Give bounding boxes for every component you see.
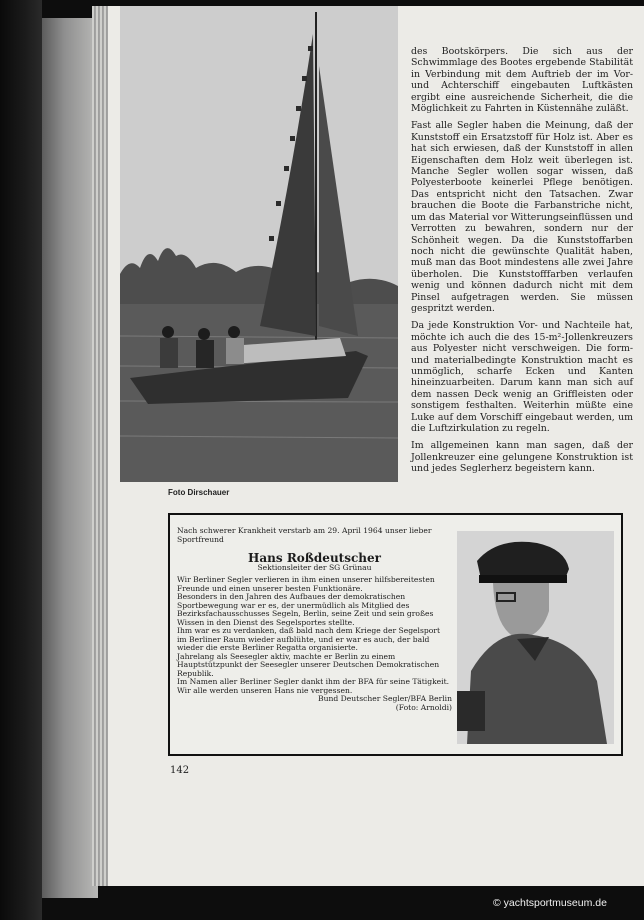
page-edges — [92, 6, 108, 886]
portrait-photo-drawing — [457, 531, 614, 744]
article-paragraph-4: Im allgemeinen kann man sagen, daß der Jollenkreuzer eine gelungene Konstruktion ist und jedes Seglerherz begeistern kann. — [411, 440, 633, 475]
obituary-body-5: Im Namen aller Berliner Segler dankt ihm der BFA für seine Tätigkeit. — [177, 677, 450, 686]
book-page-stack — [42, 18, 98, 898]
obituary-intro: Nach schwerer Krankheit verstarb am 29. April 1964 unser lieber Sportfreund — [177, 526, 432, 544]
obituary-body-4: Jahrelang als Seesegler aktiv, machte er Berlin zu einem Hauptstützpunkt der Seesegler unserer Deutschen Demokratischen Republik. — [177, 651, 440, 678]
article-paragraph-3: Da jede Konstruktion Vor- und Nachteile hat, möchte ich auch die des 15-m²-Jollenkreuzers aus Polyester nicht verschweigen. Die form- und materialbedingte Konstruktion macht es unmöglich, scharfe Ecken und Kanten hineinzuarbeiten. Darum kann man sich auf dem nassen Deck wenig an Griffleisten oder sonstigem festhalten. Weiterhin müßte eine Luke auf dem Vorschiff eingebaut werden, um die Luftzirkulation zu regeln. — [411, 320, 633, 434]
obituary-body-1: Wir Berliner Segler verlieren in ihm einen unserer hilfsbereitesten Freunde und einen unserer besten Funktionäre. — [177, 575, 435, 593]
obituary-notice — [168, 513, 623, 756]
obituary-body-6: Wir alle werden unseren Hans nie vergessen. — [177, 685, 353, 695]
sailboat-photo — [120, 6, 398, 482]
obituary-name: Hans Roßdeutscher — [248, 551, 381, 565]
article-paragraph-1: des Bootskörpers. Die sich aus der Schwimmlage des Bootes ergebende Stabilität in Verbindung mit dem Auftrieb der im Vor- und Achterschiff eingebauten Luftkästen ergibt eine ausreichende Sicherheit, die die Möglichkeit zu Fahrten in Küstennähe zuläßt. — [411, 46, 633, 115]
photo-caption: Foto Dirschauer — [168, 488, 230, 497]
obituary-photo-credit: (Foto: Arnoldi) — [395, 702, 452, 712]
article-column — [411, 46, 633, 481]
book-spine — [0, 0, 42, 920]
obituary-role: Sektionsleiter der SG Grünau — [257, 562, 372, 572]
watermark: © yachtsportmuseum.de — [493, 897, 607, 909]
obituary-body-3: Ihm war es zu verdanken, daß bald nach dem Kriege der Segelsport im Berliner Raum wieder aufblühte, und er war es auch, der bald wieder die erste Berliner Regatta organisierte. — [177, 626, 440, 652]
page-number: 142 — [170, 765, 190, 776]
portrait-photo — [457, 531, 614, 744]
article-paragraph-2: Fast alle Segler haben die Meinung, daß der Kunststoff ein Ersatzstoff für Holz ist. Aber es hat sich erwiesen, daß der Kunststoff in allen Eigenschaften dem Holz weit überlegen ist. Manche Segler wollen sogar wissen, daß Polyesterboote keinerlei Pflege benötigen. Das entspricht nicht den Tatsachen. Zwar brauchen die Boote die Farbanstriche nicht, um das Material vor Witterungseinflüssen und Verrotten zu bewahren, sondern nur der Schönheit wegen. Da die Kunststoffarben noch nicht die gewünschte Qualität haben, muß man das Boot mindestens alle zwei Jahre überholen. Die Kunststofffarben verlaufen wenig und können dadurch nicht mit dem Pinsel aufgetragen werden. Sie müssen gespritzt werden. — [411, 120, 633, 314]
obituary-body-2: Besonders in den Jahren des Aufbaues der demokratischen Sportbewegung war er es, der unermüdlich als Mitglied des Bezirksfachausschusses Segeln, Berlin, seine Zeit und sein großes Wissen in den Dienst des Segelsportes stellte. — [177, 592, 434, 627]
sailboat-photo-drawing — [120, 6, 398, 482]
obituary-text — [177, 527, 452, 712]
obituary-signature: Bund Deutscher Segler/BFA Berlin — [318, 694, 452, 703]
